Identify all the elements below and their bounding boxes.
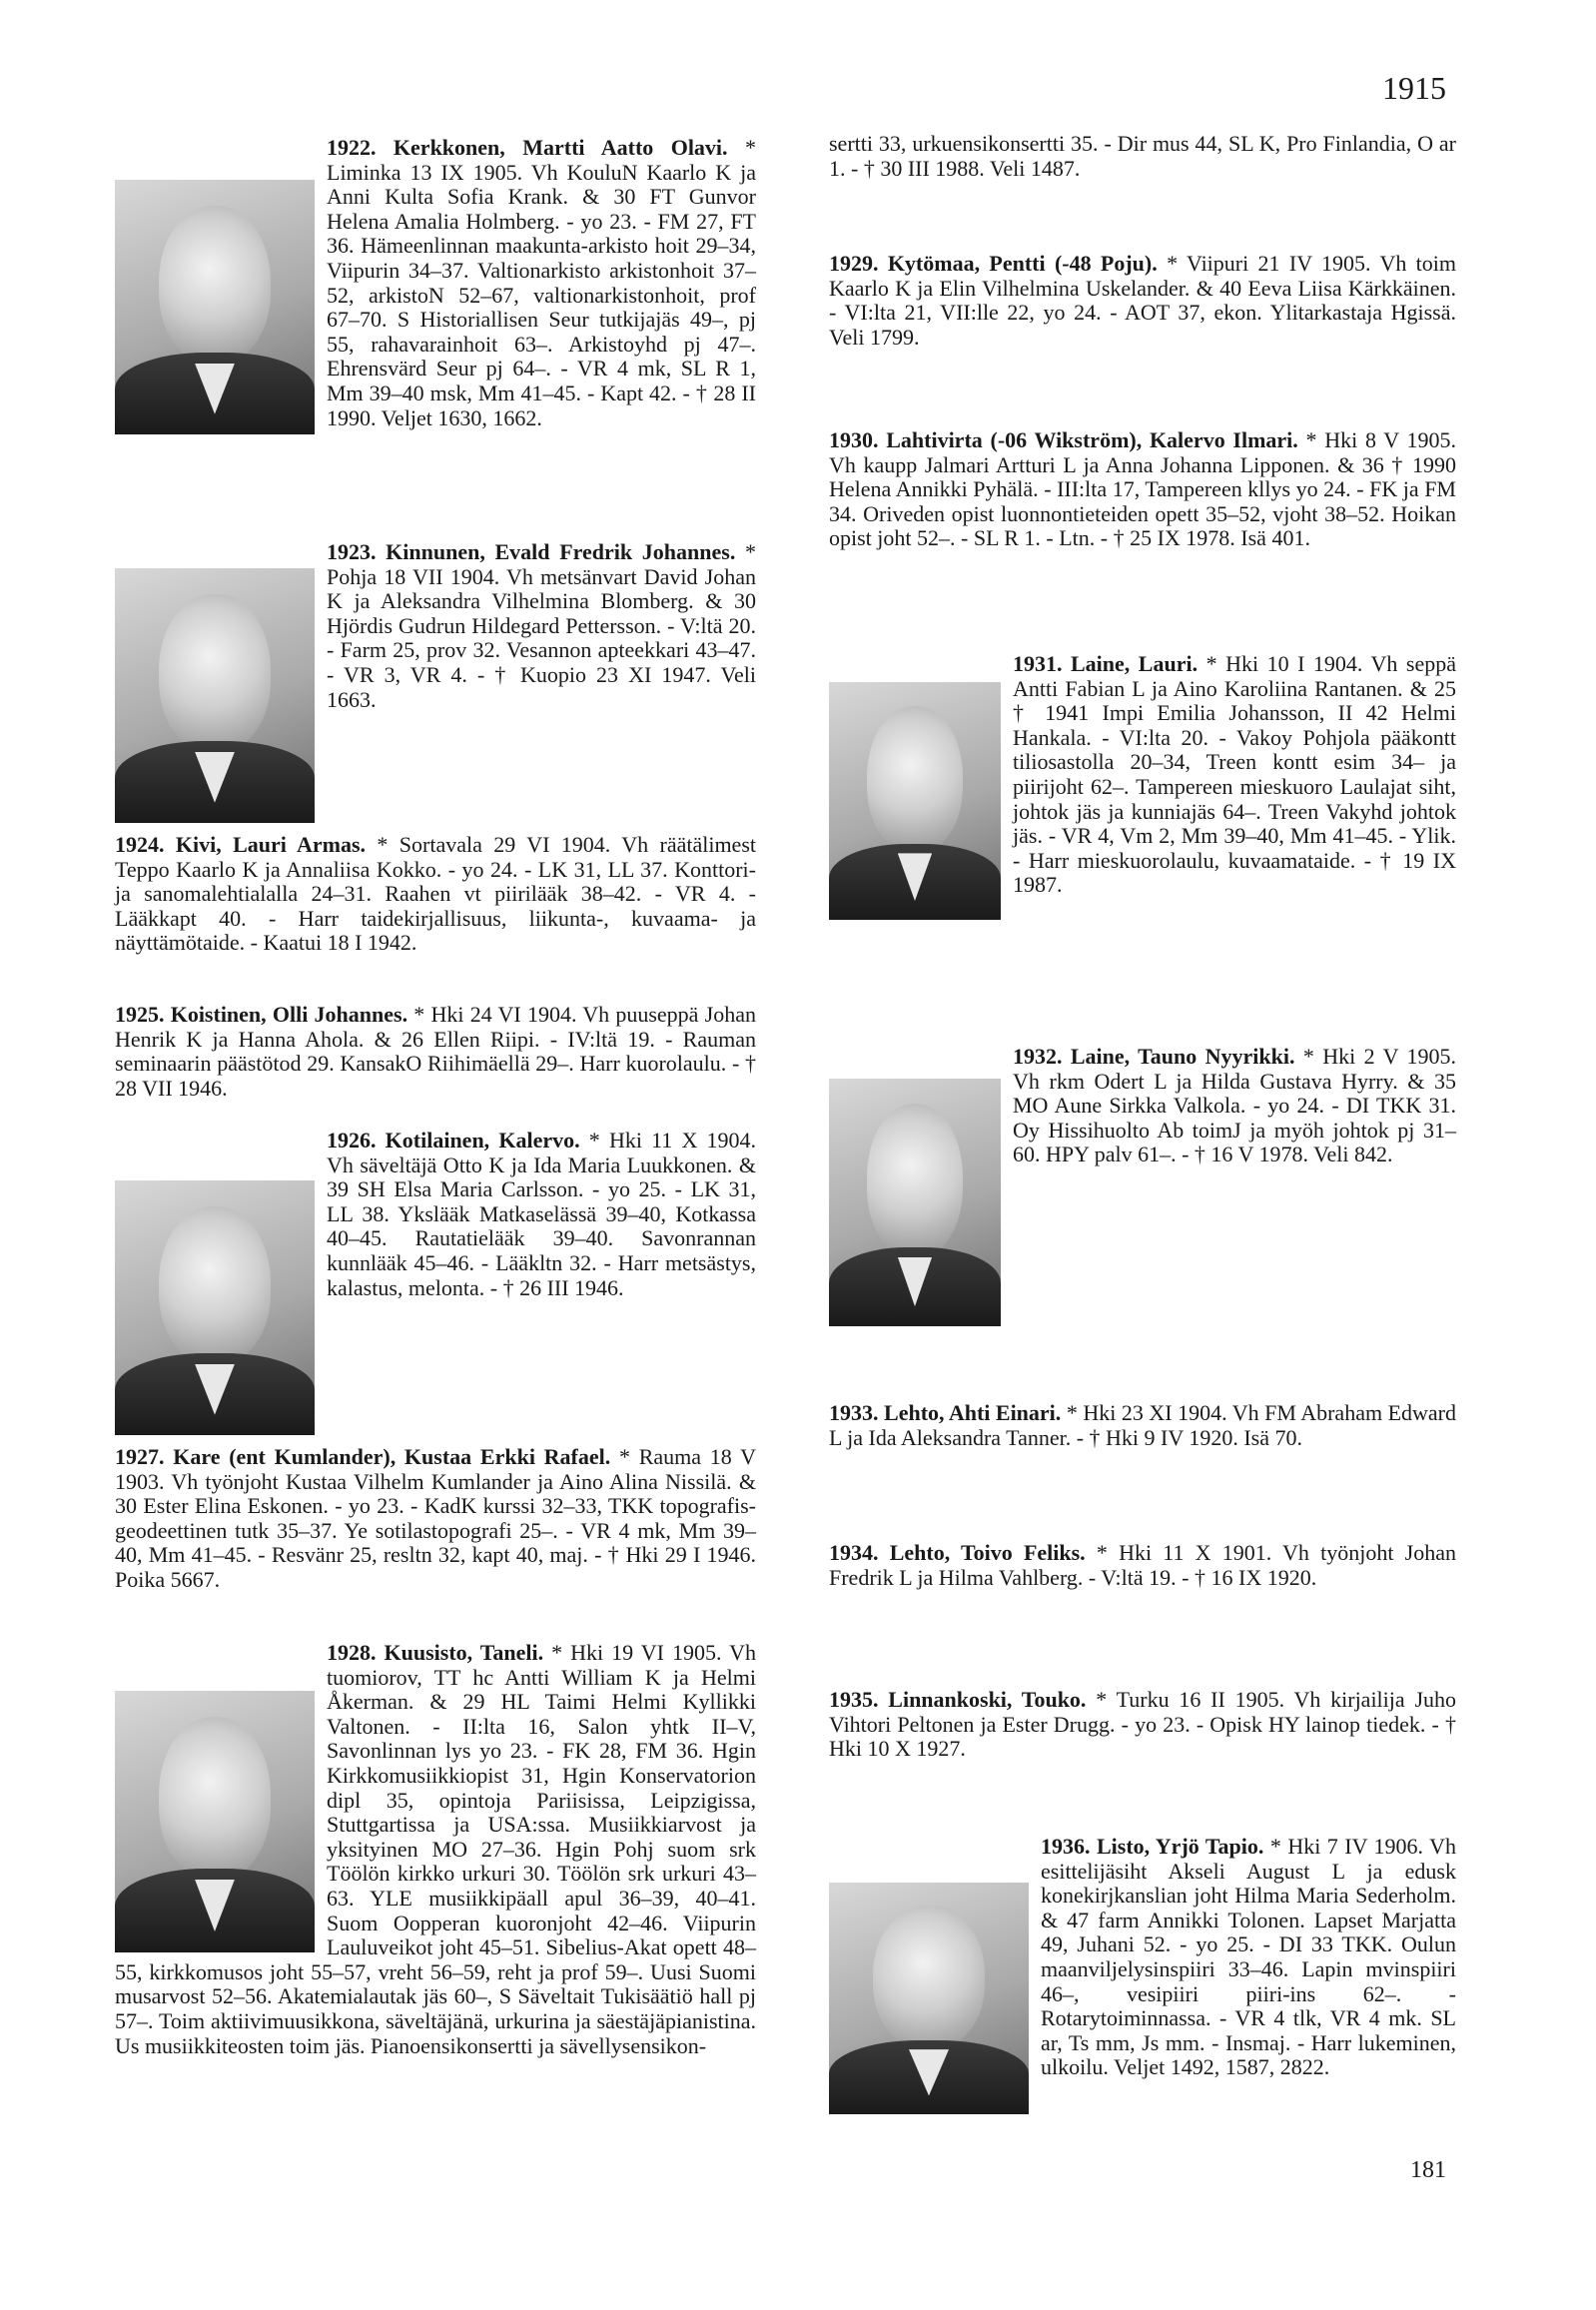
entry-head: 1927. Kare (ent Kumlander), Kustaa — [115, 1444, 480, 1469]
entry-head-tail: Ilmari. — [1224, 427, 1298, 452]
entry-1929 — [829, 252, 1456, 350]
entry-text: * Sortavala 29 VI 1904. Vh räätälimest Teppo Kaarlo K ja Annaliisa Kokko. - yo 24. - LK 31, LL 37. Konttori- ja sanomalehtialalla 24–31. Raahen vt piirilääk 38–42. - VR 4. - Lääkkapt 40. - Harr taidekirjallisuus, liikunta-, kuvaama- ja näyttämötaide. - Kaatui 18 I 1942. — [115, 832, 756, 956]
portrait-photo — [829, 1079, 1001, 1326]
entry-head: 1934. Lehto, Toivo Feliks. — [829, 1540, 1086, 1565]
portrait-photo — [829, 1883, 1029, 2114]
entry-1922 — [115, 136, 756, 440]
entry-text: * Hki 7 IV 1906. Vh esittelijäsiht Akseli August L ja edusk konekirjkanslian joht Hilma Maria Sederholm. & 47 farm Annikki Tolonen. Lapset Marjatta 49, Juhani 52. - yo 25. - DI 33 TKK. Oulun maanviljelysinspiiri 33–46. Lapin mvinspiiri 46–, vesipiiri piiri-ins 62–. - Rotarytoiminnassa. - VR 4 tlk, VR 4 mk. SL ar, Ts mm, Js mm. - Insmaj. - Harr lukeminen, ulkoilu. Veljet 1492, 1587, 2822. — [1041, 1834, 1456, 2080]
entry-text: * Pohja 18 VII 1904. Vh metsänvart David Johan K ja Aleksandra Vilhelmina Blomberg. & 30 Hjördis Gudrun Hildegard Pettersson. - V:ltä 20. - Farm 25, prov 32. Vesannon apteekkari 43–47. - VR 3, VR 4. - † Kuopio 23 XI 1947. Veli 1663. — [327, 539, 756, 712]
entry-1923 — [115, 540, 756, 829]
entry-text: * Viipuri 21 IV 1905. Vh toim Kaarlo K ja Elin Vilhelmina Uskelander. & 40 Eeva Liisa Kärkkäinen. - VI:lta 21, VII:lle 22, yo 24. - AOT 37, ekon. Ylitarkastaja Hgissä. Veli 1799. — [829, 251, 1456, 350]
entry-text: * Liminka 13 IX 1905. Vh KouluN Kaarlo K ja Anni Kulta Sofia Krank. & 30 FT Gunvor Helena Amalia Holmberg. - yo 23. - FM 27, FT 36. Hämeenlinnan maakunta-arkisto hoit 29–34, Viipurin 34–37. Valtionarkisto arkistonhoit 37–52, arkistoN 52–67, valtionarkistonhoit, prof 67–70. S Historiallisen Seur tutkijajäs 49–, pj 55, rahavarainhoit 63–. Arkistoyhd pj 47–. Ehrensvärd Seur pj 64–. - VR 4 mk, SL R 1, Mm 39–40 msk, Mm 41–45. - Kapt 42. - † 28 II 1990. Veljet 1630, 1662. — [327, 135, 756, 430]
entry-head: 1925. Koistinen, Olli Johannes. — [115, 1002, 408, 1027]
page-number: 181 — [1410, 2157, 1446, 2183]
entry-head: 1926. Kotilainen, Kalervo. — [327, 1128, 580, 1153]
entry-head: 1931. Laine, — [1013, 651, 1139, 676]
entry-head: 1929. Kytömaa, Pentti (-48 Poju). — [829, 251, 1158, 276]
entry-head: 1936. Listo, Yrjö — [1041, 1834, 1205, 1859]
entry-head: 1928. Kuusisto, — [327, 1640, 480, 1665]
entry-1927 — [115, 1445, 756, 1593]
entry-head-tail: Rafael. — [534, 1444, 611, 1469]
entry-1932 — [829, 1045, 1456, 1332]
entry-head: 1933. Lehto, Ahti Einari. — [829, 1400, 1062, 1425]
entry-1930 — [829, 428, 1456, 551]
entry-name: Martti Aatto Olavi. — [522, 135, 728, 160]
entry-head: 1923. Kinnunen, Evald Fredrik Johannes. — [327, 539, 736, 564]
entry-text: * Hki 19 VI 1905. Vh tuomiorov, TT hc Antti William K ja Helmi Åkerman. & 29 HL Taimi Helmi Kyllikki Valtonen. - II:lta 16, Salon yhtk II–V, Savonlinnan lys yo 23. - FK 28, FM 36. Hgin Kirkkomusiikkiopist 31, Hgin Konservatorion dipl 35, opintoja Pariisissa, Leipzigissa, Stuttgartissa ja USA:ssa. Musiikkiarvost ja yksityinen MO 27–36. Hgin Pohj suom srk Töölön kirkko urkuri 30. Töölön srk urkuri 43–63. YLE musiikkipäall apul 36–39, 40–41. Suom Oopperan kuoronjoht 42–46. Viipurin Lauluveikot joht 45–51. Sibelius-Akat opett 48–55, kirkkomusos joht 55–57, vreht 56–59, reht ja prof 59–. Uusi Suomi musarvost 52–56. Akatemialautak jäs 60–, S Säveltait Tukisäätiö hall pj 57–. Toim aktiivimuusikkona, säveltäjänä, urkurina ja säestäjäpianistina. Us musiikkiteosten toim jäs. Pianoensikonsertti ja sävellysensikon- — [115, 1640, 756, 2058]
portrait-photo — [115, 1180, 315, 1435]
entry-text: * Hki 10 I 1904. Vh seppä Antti Fabian L ja Aino Karoliina Rantanen. & 25 † 1941 Impi Emilia Johansson, II 42 Helmi Hankala. - VI:lta 20. - Vakoy Pohjola pääkontt tiliosastolla 20–34, Treen kontt esim 34– ja piirijoht 62–. Tampereen mieskuoro Laulajat siht, johtok jäs ja kunniajäs 64–. Treen Vakyhd johtok jäs. - VR 4, Vm 2, Mm 39–40, Mm 41–45. - Ylik. - Harr mieskuorolaulu, kuvaamataide. - † 19 IX 1987. — [1013, 651, 1456, 898]
entry-1924 — [115, 833, 756, 956]
page-year: 1915 — [1382, 70, 1446, 106]
entry-text: * Hki 24 VI 1904. Vh puuseppä Johan Henrik K ja Hanna Ahola. & 26 Ellen Riipi. - IV:ltä 19. - Rauman seminaarin päästötod 29. KansakO Riihimäellä 29–. Harr kuorolaulu. - † 28 VII 1946. — [115, 1002, 756, 1101]
portrait-photo — [115, 1691, 315, 1952]
entry-text: sertti 33, urkuensikonsertti 35. - Dir mus 44, SL K, Pro Finlandia, O ar 1. - † 30 III 1988. Veli 1487. — [829, 131, 1456, 181]
entry-1935 — [829, 1688, 1456, 1762]
entry-text: * Turku 16 II 1905. Vh kirjailija Juho Vihtori Peltonen ja Ester Drugg. - yo 23. - Opisk HY lainop tiedek. - † Hki 10 X 1927. — [829, 1687, 1457, 1762]
entry-name: Lauri — [233, 832, 287, 857]
entry-text: * Hki 8 V 1905. Vh kaupp Jalmari Artturi L ja Anna Johanna Lipponen. & 36 † 1990 Helena Annikki Pyhälä. - III:lta 17, Tampereen kllys yo 24. - FK ja FM 34. Oriveden opist luonnontieteiden opett 35–52, vjoht 38–52. Hoikan opist joht 52–. - SL R 1. - Ltn. - † 25 IX 1978. Isä 401. — [829, 427, 1456, 551]
entry-1925 — [115, 1003, 756, 1101]
entry-name: Kalervo — [1149, 427, 1225, 452]
portrait-photo — [115, 568, 315, 823]
entry-text: * Rauma 18 V 1903. Vh työnjoht Kustaa Vilhelm Kumlander ja Aino Alina Nissilä. & 30 Ester Elina Eskonen. - yo 23. - KadK kurssi 32–33, TKK topografis-geodeettinen tutk 35–37. Ye sotilastopografi 25–. - VR 4 mk, Mm 39–40, Mm 41–45. - Resvänr 25, resltn 32, kapt 40, maj. - † Hki 29 I 1946. Poika 5667. — [115, 1444, 756, 1592]
entry-head: 1922. Kerkkonen, — [327, 135, 523, 160]
entry-1934 — [829, 1541, 1456, 1590]
entry-text: * Hki 23 XI 1904. Vh FM Abraham Edward L ja Ida Aleksandra Tanner. - † Hki 9 IV 1920. Isä 70. — [829, 1400, 1456, 1450]
entry-head: 1932. Laine, Tauno — [1013, 1044, 1205, 1069]
portrait-photo — [115, 180, 315, 434]
entry-text: * Hki 11 X 1901. Vh työnjoht Johan Fredrik L ja Hilma Vahlberg. - V:ltä 19. - † 16 IX 1920. — [829, 1540, 1456, 1590]
entry-head: 1930. Lahtivirta (-06 Wikström), — [829, 427, 1150, 452]
entry-text: * Hki 11 X 1904. Vh säveltäjä Otto K ja Ida Maria Luukkonen. & 39 SH Elsa Maria Carlsson. - yo 25. - LK 31, LL 38. Ykslääk Matkaselässä 39–40, Kotkassa 40–45. Rautatielääk 39–40. Savonrannan kunnlääk 45–46. - Lääkltn 32. - Harr metsästys, kalastus, melonta. - † 26 III 1946. — [327, 1128, 757, 1300]
entry-name: Lauri. — [1138, 651, 1198, 676]
entry-1928 — [115, 1641, 756, 2058]
entry-head-tail: Armas. — [286, 832, 367, 857]
entry-1936 — [829, 1835, 1456, 2120]
entry-name: Nyyrikki. — [1204, 1044, 1295, 1069]
entry-text: * Hki 2 V 1905. Vh rkm Odert L ja Hilda Gustava Hyrry. & 35 MO Aune Sirkka Valkola. - yo 24. - DI TKK 31. Oy Hissihuolto Ab toimJ ja myöh johtok pj 31–60. HPY palv 61–. - † 16 V 1978. Veli 842. — [1013, 1044, 1457, 1167]
entry-name: Tapio. — [1204, 1834, 1264, 1859]
entry-name: Taneli. — [479, 1640, 544, 1665]
entry-1933 — [829, 1401, 1456, 1450]
entry-head: 1935. Linnankoski, Touko. — [829, 1687, 1087, 1712]
entry-1926 — [115, 1129, 756, 1441]
entry-1928-continued — [829, 132, 1456, 181]
portrait-photo — [829, 682, 1001, 920]
entry-1931 — [829, 652, 1456, 926]
entry-name: Erkki — [479, 1444, 535, 1469]
entry-head: 1924. Kivi, — [115, 832, 234, 857]
